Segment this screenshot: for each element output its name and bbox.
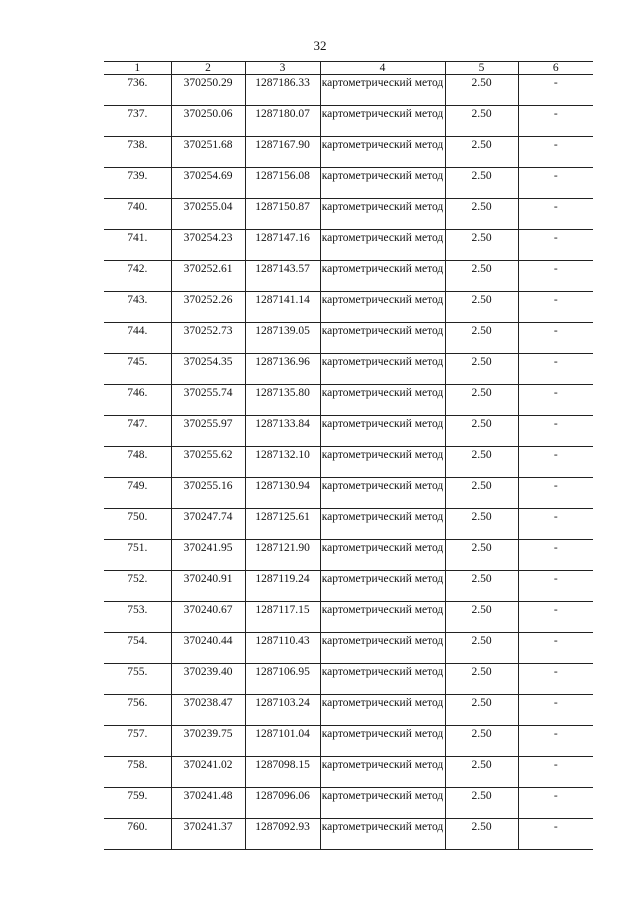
method-cell: картометрический метод xyxy=(320,385,445,416)
table-row xyxy=(104,571,593,602)
accuracy-cell: 2.50 xyxy=(445,602,518,633)
point-number-cell: 760. xyxy=(104,819,171,850)
note-cell: - xyxy=(518,447,593,478)
note-cell: - xyxy=(518,509,593,540)
table-row xyxy=(104,509,593,540)
method-cell: картометрический метод xyxy=(320,633,445,664)
y-coordinate-cell: 1287135.80 xyxy=(245,385,320,416)
column-header: 6 xyxy=(518,62,593,75)
point-number-cell: 755. xyxy=(104,664,171,695)
table-row xyxy=(104,416,593,447)
note-cell: - xyxy=(518,571,593,602)
accuracy-cell: 2.50 xyxy=(445,168,518,199)
note-cell: - xyxy=(518,168,593,199)
method-cell: картометрический метод xyxy=(320,230,445,261)
page-number: 32 xyxy=(313,38,327,53)
y-coordinate-cell: 1287147.16 xyxy=(245,230,320,261)
accuracy-cell: 2.50 xyxy=(445,323,518,354)
method-cell: картометрический метод xyxy=(320,788,445,819)
method-cell: картометрический метод xyxy=(320,168,445,199)
y-coordinate-cell: 1287106.95 xyxy=(245,664,320,695)
x-coordinate-cell: 370238.47 xyxy=(171,695,245,726)
table-row xyxy=(104,292,593,323)
x-coordinate-cell: 370240.44 xyxy=(171,633,245,664)
table-row xyxy=(104,385,593,416)
method-cell: картометрический метод xyxy=(320,199,445,230)
x-coordinate-cell: 370255.16 xyxy=(171,478,245,509)
y-coordinate-cell: 1287136.96 xyxy=(245,354,320,385)
point-number-cell: 737. xyxy=(104,106,171,137)
y-coordinate-cell: 1287092.93 xyxy=(245,819,320,850)
table-row xyxy=(104,261,593,292)
note-cell: - xyxy=(518,416,593,447)
note-cell: - xyxy=(518,757,593,788)
x-coordinate-cell: 370251.68 xyxy=(171,137,245,168)
point-number-cell: 736. xyxy=(104,75,171,106)
accuracy-cell: 2.50 xyxy=(445,540,518,571)
point-number-cell: 754. xyxy=(104,633,171,664)
y-coordinate-cell: 1287139.05 xyxy=(245,323,320,354)
x-coordinate-cell: 370252.26 xyxy=(171,292,245,323)
table-header-row xyxy=(104,62,593,75)
note-cell: - xyxy=(518,602,593,633)
column-header: 5 xyxy=(445,62,518,75)
table-row xyxy=(104,695,593,726)
table-row xyxy=(104,726,593,757)
method-cell: картометрический метод xyxy=(320,106,445,137)
accuracy-cell: 2.50 xyxy=(445,664,518,695)
point-number-cell: 745. xyxy=(104,354,171,385)
table-row xyxy=(104,199,593,230)
accuracy-cell: 2.50 xyxy=(445,757,518,788)
column-header: 2 xyxy=(171,62,245,75)
x-coordinate-cell: 370252.73 xyxy=(171,323,245,354)
accuracy-cell: 2.50 xyxy=(445,478,518,509)
point-number-cell: 740. xyxy=(104,199,171,230)
accuracy-cell: 2.50 xyxy=(445,416,518,447)
x-coordinate-cell: 370241.02 xyxy=(171,757,245,788)
y-coordinate-cell: 1287125.61 xyxy=(245,509,320,540)
point-number-cell: 741. xyxy=(104,230,171,261)
table-row xyxy=(104,819,593,850)
method-cell: картометрический метод xyxy=(320,571,445,602)
method-cell: картометрический метод xyxy=(320,726,445,757)
table-row xyxy=(104,633,593,664)
y-coordinate-cell: 1287141.14 xyxy=(245,292,320,323)
note-cell: - xyxy=(518,292,593,323)
y-coordinate-cell: 1287101.04 xyxy=(245,726,320,757)
method-cell: картометрический метод xyxy=(320,695,445,726)
point-number-cell: 751. xyxy=(104,540,171,571)
method-cell: картометрический метод xyxy=(320,292,445,323)
note-cell: - xyxy=(518,540,593,571)
table-row xyxy=(104,75,593,106)
y-coordinate-cell: 1287119.24 xyxy=(245,571,320,602)
accuracy-cell: 2.50 xyxy=(445,571,518,602)
y-coordinate-cell: 1287150.87 xyxy=(245,199,320,230)
column-header: 3 xyxy=(245,62,320,75)
y-coordinate-cell: 1287103.24 xyxy=(245,695,320,726)
y-coordinate-cell: 1287110.43 xyxy=(245,633,320,664)
method-cell: картометрический метод xyxy=(320,75,445,106)
table-row xyxy=(104,788,593,819)
accuracy-cell: 2.50 xyxy=(445,726,518,757)
method-cell: картометрический метод xyxy=(320,261,445,292)
point-number-cell: 739. xyxy=(104,168,171,199)
table-row xyxy=(104,230,593,261)
method-cell: картометрический метод xyxy=(320,540,445,571)
point-number-cell: 752. xyxy=(104,571,171,602)
method-cell: картометрический метод xyxy=(320,819,445,850)
accuracy-cell: 2.50 xyxy=(445,509,518,540)
x-coordinate-cell: 370241.48 xyxy=(171,788,245,819)
point-number-cell: 748. xyxy=(104,447,171,478)
point-number-cell: 757. xyxy=(104,726,171,757)
note-cell: - xyxy=(518,726,593,757)
x-coordinate-cell: 370241.95 xyxy=(171,540,245,571)
table-row xyxy=(104,106,593,137)
x-coordinate-cell: 370255.04 xyxy=(171,199,245,230)
table-row xyxy=(104,354,593,385)
table-row xyxy=(104,664,593,695)
y-coordinate-cell: 1287117.15 xyxy=(245,602,320,633)
y-coordinate-cell: 1287133.84 xyxy=(245,416,320,447)
table-row xyxy=(104,757,593,788)
note-cell: - xyxy=(518,695,593,726)
point-number-cell: 753. xyxy=(104,602,171,633)
point-number-cell: 756. xyxy=(104,695,171,726)
table-row xyxy=(104,602,593,633)
y-coordinate-cell: 1287156.08 xyxy=(245,168,320,199)
x-coordinate-cell: 370250.06 xyxy=(171,106,245,137)
accuracy-cell: 2.50 xyxy=(445,695,518,726)
method-cell: картометрический метод xyxy=(320,416,445,447)
point-number-cell: 750. xyxy=(104,509,171,540)
point-number-cell: 743. xyxy=(104,292,171,323)
y-coordinate-cell: 1287098.15 xyxy=(245,757,320,788)
x-coordinate-cell: 370255.97 xyxy=(171,416,245,447)
x-coordinate-cell: 370254.23 xyxy=(171,230,245,261)
note-cell: - xyxy=(518,106,593,137)
note-cell: - xyxy=(518,385,593,416)
x-coordinate-cell: 370252.61 xyxy=(171,261,245,292)
table-row xyxy=(104,478,593,509)
point-number-cell: 747. xyxy=(104,416,171,447)
coordinates-table xyxy=(104,61,593,850)
method-cell: картометрический метод xyxy=(320,664,445,695)
y-coordinate-cell: 1287180.07 xyxy=(245,106,320,137)
y-coordinate-cell: 1287132.10 xyxy=(245,447,320,478)
accuracy-cell: 2.50 xyxy=(445,447,518,478)
point-number-cell: 744. xyxy=(104,323,171,354)
y-coordinate-cell: 1287096.06 xyxy=(245,788,320,819)
point-number-cell: 758. xyxy=(104,757,171,788)
y-coordinate-cell: 1287186.33 xyxy=(245,75,320,106)
x-coordinate-cell: 370254.69 xyxy=(171,168,245,199)
method-cell: картометрический метод xyxy=(320,509,445,540)
column-header: 4 xyxy=(320,62,445,75)
x-coordinate-cell: 370250.29 xyxy=(171,75,245,106)
method-cell: картометрический метод xyxy=(320,478,445,509)
accuracy-cell: 2.50 xyxy=(445,633,518,664)
accuracy-cell: 2.50 xyxy=(445,261,518,292)
x-coordinate-cell: 370239.40 xyxy=(171,664,245,695)
y-coordinate-cell: 1287143.57 xyxy=(245,261,320,292)
note-cell: - xyxy=(518,633,593,664)
y-coordinate-cell: 1287130.94 xyxy=(245,478,320,509)
column-header: 1 xyxy=(104,62,171,75)
note-cell: - xyxy=(518,261,593,292)
note-cell: - xyxy=(518,354,593,385)
accuracy-cell: 2.50 xyxy=(445,788,518,819)
y-coordinate-cell: 1287121.90 xyxy=(245,540,320,571)
y-coordinate-cell: 1287167.90 xyxy=(245,137,320,168)
accuracy-cell: 2.50 xyxy=(445,199,518,230)
accuracy-cell: 2.50 xyxy=(445,292,518,323)
method-cell: картометрический метод xyxy=(320,447,445,478)
x-coordinate-cell: 370241.37 xyxy=(171,819,245,850)
point-number-cell: 749. xyxy=(104,478,171,509)
method-cell: картометрический метод xyxy=(320,757,445,788)
note-cell: - xyxy=(518,230,593,261)
table-row xyxy=(104,540,593,571)
point-number-cell: 746. xyxy=(104,385,171,416)
table-row xyxy=(104,137,593,168)
x-coordinate-cell: 370240.67 xyxy=(171,602,245,633)
accuracy-cell: 2.50 xyxy=(445,385,518,416)
note-cell: - xyxy=(518,137,593,168)
method-cell: картометрический метод xyxy=(320,354,445,385)
note-cell: - xyxy=(518,75,593,106)
table-row xyxy=(104,168,593,199)
note-cell: - xyxy=(518,819,593,850)
x-coordinate-cell: 370239.75 xyxy=(171,726,245,757)
accuracy-cell: 2.50 xyxy=(445,354,518,385)
x-coordinate-cell: 370240.91 xyxy=(171,571,245,602)
note-cell: - xyxy=(518,478,593,509)
accuracy-cell: 2.50 xyxy=(445,106,518,137)
accuracy-cell: 2.50 xyxy=(445,75,518,106)
accuracy-cell: 2.50 xyxy=(445,819,518,850)
x-coordinate-cell: 370255.62 xyxy=(171,447,245,478)
accuracy-cell: 2.50 xyxy=(445,230,518,261)
x-coordinate-cell: 370255.74 xyxy=(171,385,245,416)
note-cell: - xyxy=(518,788,593,819)
note-cell: - xyxy=(518,323,593,354)
method-cell: картометрический метод xyxy=(320,323,445,354)
table-row xyxy=(104,323,593,354)
accuracy-cell: 2.50 xyxy=(445,137,518,168)
table-body xyxy=(104,75,593,850)
table-row xyxy=(104,447,593,478)
point-number-cell: 759. xyxy=(104,788,171,819)
method-cell: картометрический метод xyxy=(320,602,445,633)
method-cell: картометрический метод xyxy=(320,137,445,168)
note-cell: - xyxy=(518,199,593,230)
point-number-cell: 738. xyxy=(104,137,171,168)
x-coordinate-cell: 370254.35 xyxy=(171,354,245,385)
point-number-cell: 742. xyxy=(104,261,171,292)
x-coordinate-cell: 370247.74 xyxy=(171,509,245,540)
note-cell: - xyxy=(518,664,593,695)
